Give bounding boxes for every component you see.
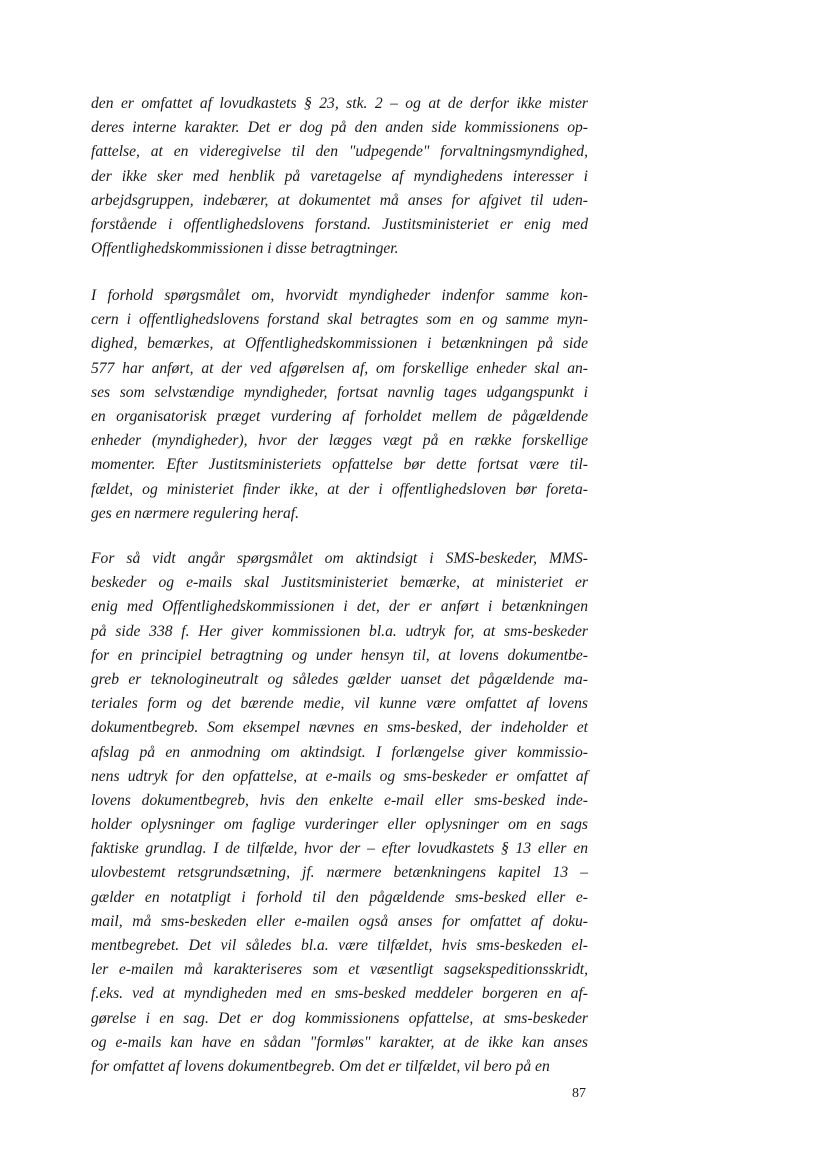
text-line: for omfattet af lovens dokumentbegreb. Om det er tilfældet, vil bero på en [91,1057,550,1075]
text-line: for en principiel betragtning og under hensyn til, at lovens dokumentbe- [91,646,588,664]
text-line: deres interne karakter. Det er dog på den anden side kommissionens op- [91,119,588,137]
text-line: beskeder og e-mails skal Justitsministeriet bemærke, at ministeriet er [91,574,588,592]
text-line: ler e-mailen må karakteriseres som et væsentligt sagsekspeditionsskridt, [91,961,588,979]
paragraph-3 [91,547,588,1079]
text-line: gørelse i en sag. Det er dog kommissionens opfattelse, at sms-beskeder [91,1009,588,1027]
text-line: forstående i offentlighedslovens forstand. Justitsministeriet er enig med [91,215,588,233]
text-line: enheder (myndigheder), hvor der lægges vægt på en række forskellige [91,432,588,450]
text-line: ses som selvstændige myndigheder, fortsat navnlig tages udgangspunkt i [91,383,588,401]
text-line: dokumentbegreb. Som eksempel nævnes en sms-besked, der indeholder et [91,719,588,737]
text-line: den er omfattet af lovudkastets § 23, stk. 2 – og at de derfor ikke mister [91,95,588,112]
text-line: der ikke sker med henblik på varetagelse af myndighedens interesser i [91,167,588,185]
text-line: momenter. Efter Justitsministeriets opfattelse bør dette fortsat være til- [91,456,588,474]
text-line: ges en nærmere regulering heraf. [91,504,300,522]
text-line: en organisatorisk præget vurdering af forholdet mellem de pågældende [91,407,588,425]
paragraph-2 [91,284,588,526]
text-line: på side 338 f. Her giver kommissionen bl.a. udtryk for, at sms-beskeder [91,622,588,640]
text-line: dighed, bemærkes, at Offentlighedskommissionen i betænkningen på side [91,335,588,353]
text-line: arbejdsgruppen, indebærer, at dokumentet må anses for afgivet til uden- [91,191,588,209]
text-line: faktiske grundlag. I de tilfælde, hvor der – efter lovudkastets § 13 eller en [91,840,588,858]
text-line: enig med Offentlighedskommissionen i det, der er anført i betænkningen [91,598,588,616]
text-line: 577 har anført, at der ved afgørelsen af, om forskellige enheder skal an- [91,359,588,377]
text-line: ulovbestemt retsgrundsætning, jf. nærmere betænkningens kapitel 13 – [91,864,588,882]
text-line: fattelse, at en videregivelse til den "udpegende" forvaltningsmyndighed, [91,143,588,161]
text-line: I forhold spørgsmålet om, hvorvidt myndigheder indenfor samme kon- [91,287,588,304]
paragraph-1 [91,92,588,261]
text-line: nens udtryk for den opfattelse, at e-mails og sms-beskeder er omfattet af [91,767,588,785]
text-line: teriales form og det bærende medie, vil kunne være omfattet af lovens [91,695,588,713]
text-line: greb er teknologineutralt og således gælder uanset det pågældende ma- [91,670,588,688]
text-line: f.eks. ved at myndigheden med en sms-besked meddeler borgeren en af- [91,985,588,1003]
text-line: For så vidt angår spørgsmålet om aktindsigt i SMS-beskeder, MMS- [91,550,588,567]
text-line: gælder en notatpligt i forhold til den pågældende sms-besked eller e- [91,888,588,906]
text-line: mail, må sms-beskeden eller e-mailen også anses for omfattet af doku- [91,912,588,930]
text-line: og e-mails kan have en sådan "formløs" karakter, at de ikke kan anses [91,1033,588,1051]
text-line: mentbegrebet. Det vil således bl.a. være tilfældet, hvis sms-beskeden el- [91,937,588,954]
text-line: cern i offentlighedslovens forstand skal betragtes som en og samme myn- [91,311,588,329]
text-line: lovens dokumentbegreb, hvis den enkelte e-mail eller sms-besked inde- [91,791,588,809]
text-line: afslag på en anmodning om aktindsigt. I forlængelse giver kommissio- [91,743,588,761]
text-line: holder oplysninger om faglige vurderinger eller oplysninger om en sags [91,816,588,834]
text-line: Offentlighedskommissionen i disse betragtninger. [91,240,399,258]
text-line: fældet, og ministeriet finder ikke, at der i offentlighedsloven bør foreta- [91,480,588,498]
page-number: 87 [572,1086,586,1101]
